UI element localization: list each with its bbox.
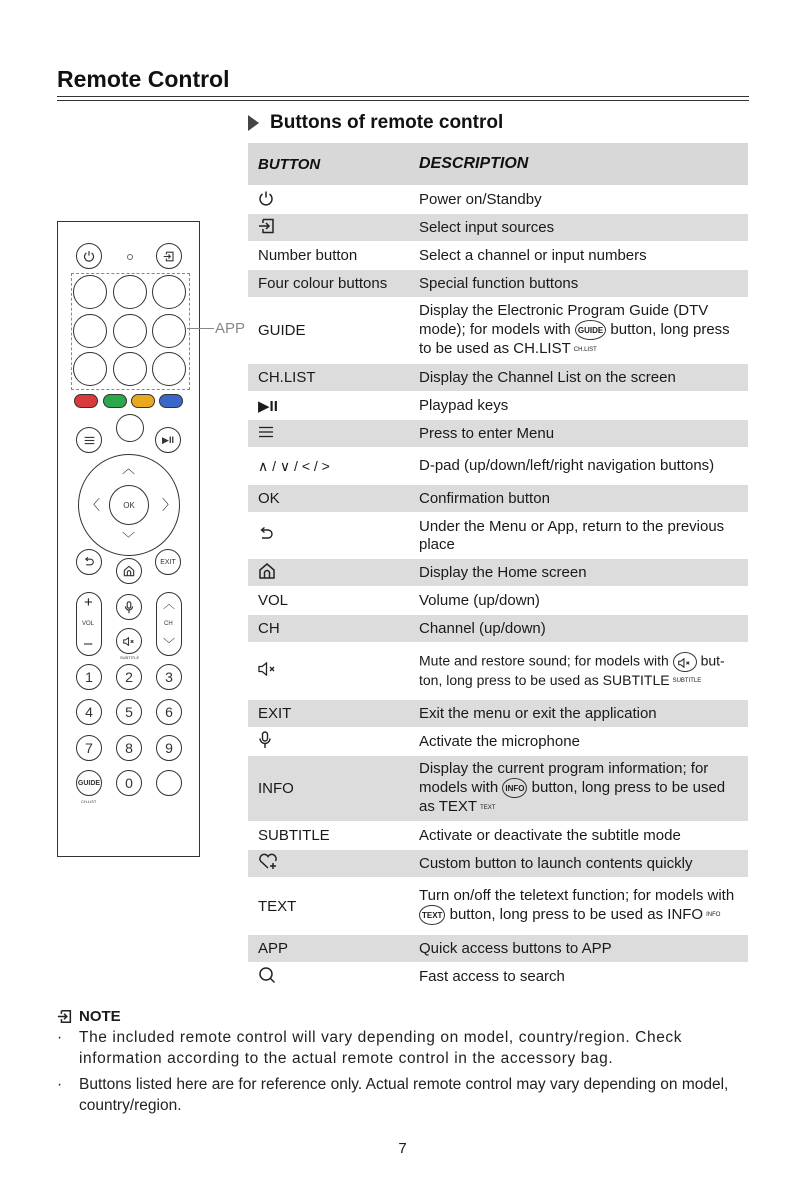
title-rule bbox=[57, 96, 749, 97]
row-button: Number button bbox=[258, 247, 358, 264]
row-description: Activate the microphone bbox=[419, 732, 580, 750]
app-button[interactable] bbox=[73, 352, 107, 386]
chlist-label: CH.LIST bbox=[81, 799, 97, 804]
app-button[interactable] bbox=[152, 314, 186, 348]
ok-button[interactable]: OK bbox=[109, 485, 149, 525]
app-callout-line bbox=[187, 328, 214, 329]
power-icon bbox=[258, 190, 274, 206]
green-button[interactable] bbox=[103, 394, 127, 408]
digit-0-button[interactable]: 0 bbox=[116, 770, 142, 796]
row-description: Exit the menu or exit the application bbox=[419, 704, 657, 722]
table-row bbox=[248, 877, 748, 934]
dpad-up-icon[interactable]: ︿ bbox=[122, 461, 136, 476]
col-button-header: BUTTON bbox=[258, 155, 321, 173]
input-source-button[interactable] bbox=[156, 243, 182, 269]
note-title: NOTE bbox=[79, 1008, 121, 1025]
row-button: Four colour buttons bbox=[258, 275, 388, 292]
table-row bbox=[248, 586, 748, 614]
row-button: GUIDE bbox=[258, 322, 306, 339]
row-button: CH bbox=[258, 620, 280, 637]
play-pause-icon: ▶II bbox=[258, 397, 278, 415]
red-button[interactable] bbox=[74, 394, 98, 408]
channel-down-icon[interactable]: ﹀ bbox=[163, 637, 176, 651]
back-button[interactable] bbox=[76, 549, 102, 575]
blue-button[interactable] bbox=[159, 394, 183, 408]
page-title: Remote Control bbox=[57, 66, 230, 92]
digit-5-button[interactable]: 5 bbox=[116, 699, 142, 725]
info-badge-icon: INFO bbox=[502, 778, 527, 798]
row-button: ∧ / ∨ / < / > bbox=[258, 457, 330, 474]
row-description: Turn on/off the teletext function; for models with TEXT button, long press to be used as INFO INFO bbox=[409, 887, 748, 925]
yellow-button[interactable] bbox=[131, 394, 155, 408]
table-row bbox=[248, 419, 748, 447]
digit-4-button[interactable]: 4 bbox=[76, 699, 102, 725]
menu-icon bbox=[258, 426, 274, 438]
guide-badge-icon: GUIDE bbox=[575, 320, 606, 340]
row-description: Confirmation button bbox=[419, 489, 550, 507]
row-description: Power on/Standby bbox=[419, 190, 542, 208]
table-row bbox=[248, 213, 748, 241]
menu-button[interactable] bbox=[76, 427, 102, 453]
row-button: SUBTITLE bbox=[258, 827, 330, 844]
power-button[interactable] bbox=[76, 243, 102, 269]
text-badge-icon: TEXT bbox=[419, 905, 445, 925]
mute-icon bbox=[258, 662, 278, 676]
table-row bbox=[248, 297, 748, 363]
dpad-right-icon[interactable]: 〉 bbox=[162, 497, 176, 513]
microphone-icon bbox=[258, 731, 272, 749]
table-header bbox=[248, 143, 748, 185]
heart-plus-icon bbox=[258, 853, 278, 870]
row-description: Under the Menu or App, return to the previous place bbox=[419, 517, 725, 553]
row-description: Mute and restore sound; for models with but-ton, long press to be used as SUBTITLE SUBTITLE bbox=[419, 652, 725, 689]
mute-badge-icon bbox=[673, 652, 697, 672]
microphone-button[interactable] bbox=[116, 594, 142, 620]
row-description: Quick access buttons to APP bbox=[419, 939, 612, 957]
row-description: Custom button to launch contents quickly bbox=[419, 854, 693, 872]
table-row bbox=[248, 755, 748, 821]
note-heading bbox=[57, 1008, 121, 1025]
row-description: Display the current program information; for models with INFO button, long press to be used as TEXT TEXT bbox=[419, 760, 726, 816]
section-heading bbox=[248, 112, 503, 134]
input-source-icon bbox=[258, 218, 276, 234]
volume-rocker[interactable]: + VOL – bbox=[76, 592, 102, 656]
digit-8-button[interactable]: 8 bbox=[116, 735, 142, 761]
table-row bbox=[248, 934, 748, 962]
table-row bbox=[248, 727, 748, 755]
row-description: Volume (up/down) bbox=[419, 591, 540, 609]
title-rule-secondary bbox=[57, 100, 749, 101]
info-button[interactable] bbox=[156, 770, 182, 796]
subtitle-label: SUBTITLE bbox=[120, 655, 140, 660]
table-row bbox=[248, 391, 748, 419]
home-button[interactable] bbox=[116, 558, 142, 584]
remote-control-illustration bbox=[57, 221, 200, 857]
table-row bbox=[248, 558, 748, 586]
table-row bbox=[248, 447, 748, 484]
row-description: Activate or deactivate the subtitle mode bbox=[419, 826, 681, 844]
table-row bbox=[248, 269, 748, 297]
app-button[interactable] bbox=[152, 352, 186, 386]
volume-up-icon[interactable]: + bbox=[84, 594, 93, 611]
app-button[interactable] bbox=[113, 275, 147, 309]
section-title: Buttons of remote control bbox=[270, 112, 504, 133]
table-row bbox=[248, 962, 748, 990]
row-description: Special function buttons bbox=[419, 274, 579, 292]
row-button: APP bbox=[258, 940, 289, 957]
table-row bbox=[248, 185, 748, 213]
row-description: Channel (up/down) bbox=[419, 619, 546, 637]
digit-9-button[interactable]: 9 bbox=[156, 735, 182, 761]
exit-button[interactable]: EXIT bbox=[155, 549, 181, 575]
table-row bbox=[248, 363, 748, 391]
volume-down-icon[interactable]: – bbox=[84, 635, 93, 652]
indicator-light bbox=[127, 254, 133, 260]
table-row bbox=[248, 484, 748, 512]
row-description: Playpad keys bbox=[419, 396, 509, 414]
note-item: · Buttons listed here are for reference only. Actual remote control may vary depending on model, country/region. bbox=[57, 1076, 729, 1114]
table-row bbox=[248, 614, 748, 642]
row-button: OK bbox=[258, 490, 280, 507]
play-pause-button[interactable]: ▶II bbox=[155, 427, 181, 453]
row-description: Select input sources bbox=[419, 218, 555, 236]
app-button[interactable] bbox=[73, 275, 107, 309]
digit-6-button[interactable]: 6 bbox=[156, 699, 182, 725]
row-description: Select a channel or input numbers bbox=[419, 246, 647, 264]
note-item: · The included remote control will vary depending on model, country/region. Check information according to the actual remote control in the accessory bag. bbox=[57, 1029, 683, 1067]
row-description: Fast access to search bbox=[419, 967, 565, 985]
app-button[interactable] bbox=[73, 314, 107, 348]
page-number: 7 bbox=[398, 1140, 407, 1157]
mute-button[interactable] bbox=[116, 628, 142, 654]
row-description: Press to enter Menu bbox=[419, 424, 555, 442]
buttons-table bbox=[248, 143, 748, 990]
home-icon bbox=[258, 562, 276, 580]
row-button: TEXT bbox=[258, 897, 297, 915]
digit-2-button[interactable]: 2 bbox=[116, 664, 142, 690]
table-row bbox=[248, 849, 748, 877]
section-arrow-icon bbox=[248, 115, 259, 131]
dpad-left-icon[interactable]: 〈 bbox=[86, 497, 100, 513]
back-icon bbox=[258, 527, 274, 541]
app-button[interactable] bbox=[152, 275, 186, 309]
dpad-down-icon[interactable]: ﹀ bbox=[122, 531, 136, 546]
table-row bbox=[248, 699, 748, 727]
channel-rocker[interactable]: ︿ CH ﹀ bbox=[156, 592, 182, 656]
guide-button[interactable]: GUIDE bbox=[76, 770, 102, 796]
table-row bbox=[248, 821, 748, 849]
row-description: Display the Channel List on the screen bbox=[419, 368, 676, 386]
row-button: VOL bbox=[258, 592, 289, 609]
search-icon bbox=[258, 966, 276, 984]
digit-3-button[interactable]: 3 bbox=[156, 664, 182, 690]
row-description: Display the Home screen bbox=[419, 563, 587, 581]
app-callout-label: APP bbox=[215, 320, 246, 337]
table-row bbox=[248, 241, 748, 269]
channel-up-icon[interactable]: ︿ bbox=[163, 597, 176, 611]
table-row bbox=[248, 642, 748, 699]
app-button[interactable] bbox=[113, 314, 147, 348]
row-button: EXIT bbox=[258, 705, 292, 722]
app-button[interactable] bbox=[113, 352, 147, 386]
row-button: INFO bbox=[258, 780, 294, 797]
digit-7-button[interactable]: 7 bbox=[76, 735, 102, 761]
col-description-header: DESCRIPTION bbox=[419, 155, 529, 172]
custom-button[interactable] bbox=[116, 414, 144, 442]
digit-1-button[interactable]: 1 bbox=[76, 664, 102, 690]
row-description: D-pad (up/down/left/right navigation buttons) bbox=[419, 457, 715, 474]
row-button: CH.LIST bbox=[258, 369, 316, 386]
note-icon bbox=[57, 1009, 73, 1024]
table-row bbox=[248, 512, 748, 558]
row-description: Display the Electronic Program Guide (DTV mode); for models with GUIDE button, long press to be used as CH.LIST CH.LIST bbox=[419, 302, 730, 358]
